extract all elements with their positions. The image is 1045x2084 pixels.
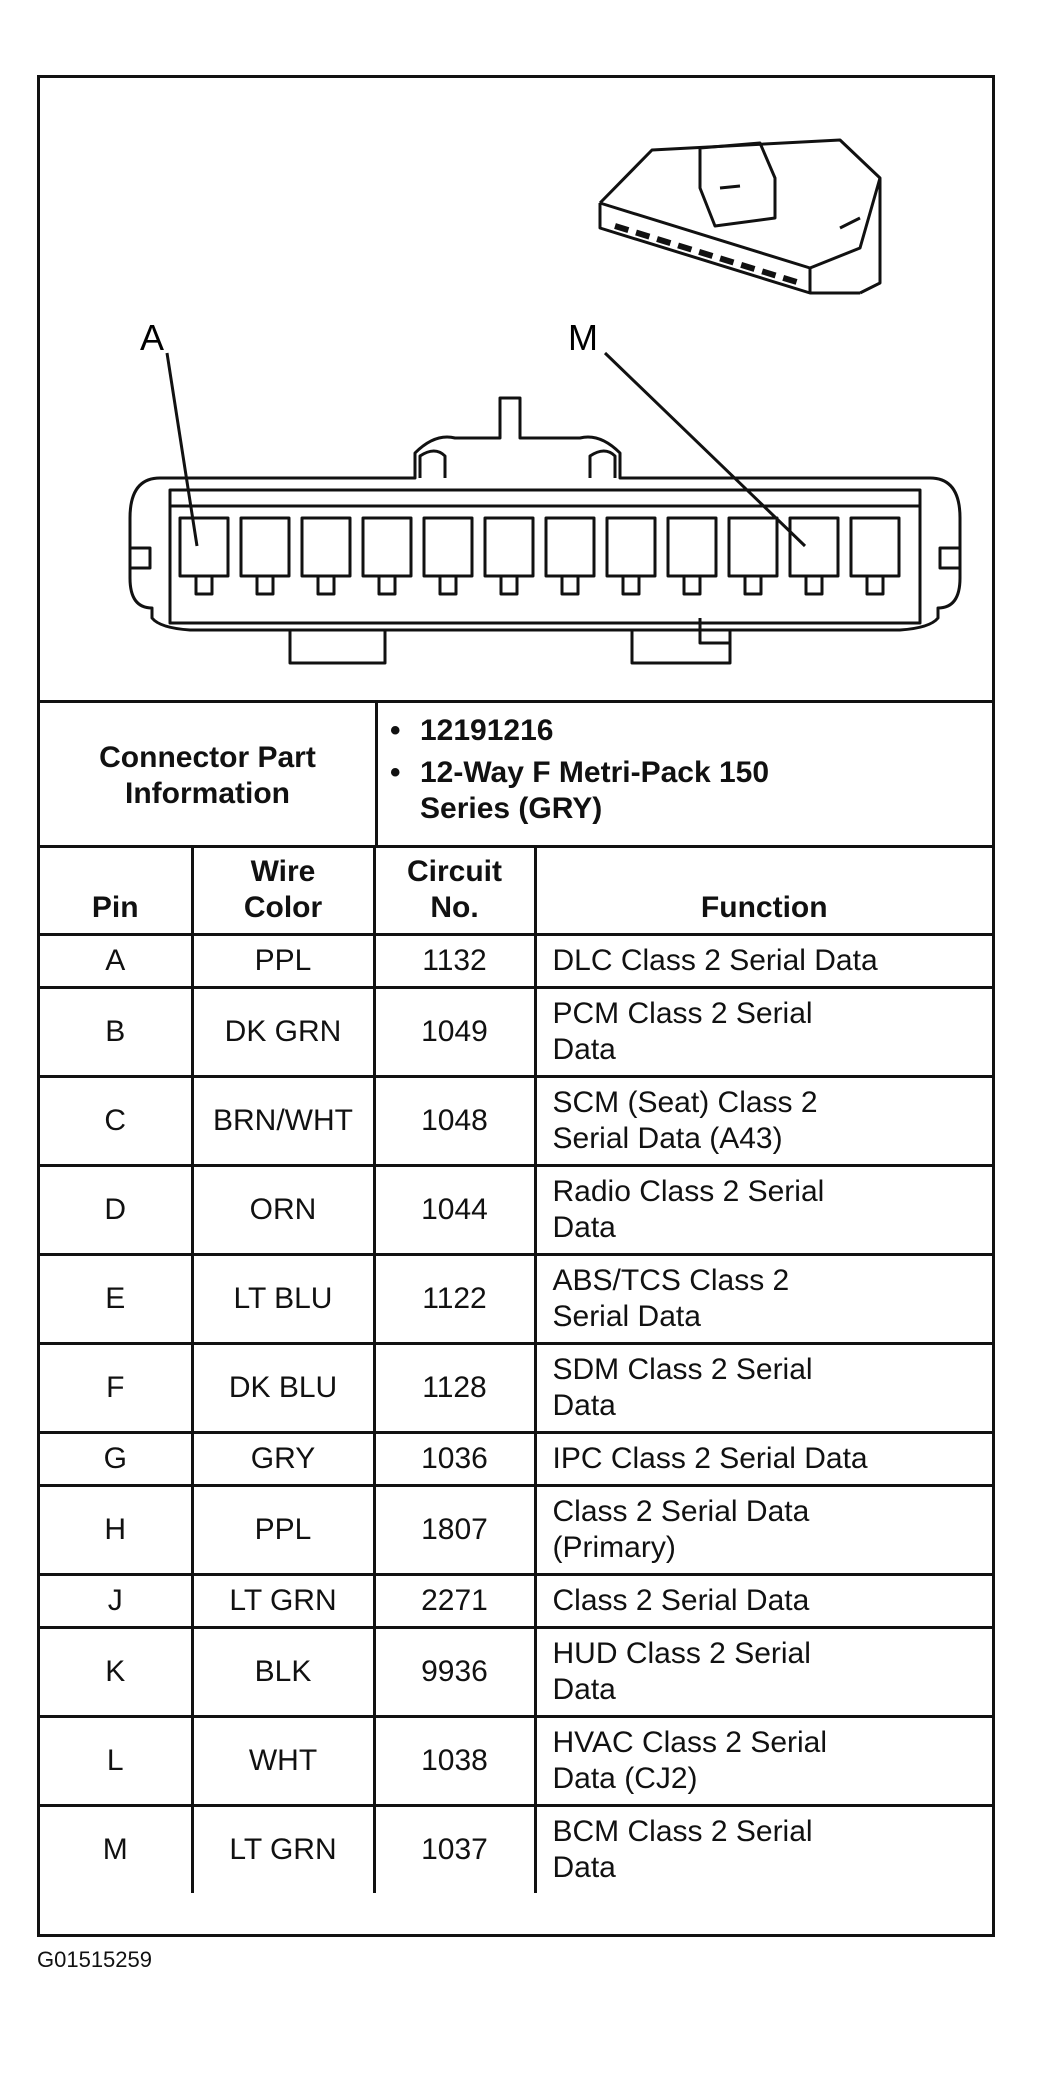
circuit-cell: 1048: [374, 1077, 535, 1166]
function-cell: DLC Class 2 Serial Data: [535, 935, 992, 988]
part-number: • 12191216: [420, 713, 992, 749]
pin-cavity: [363, 518, 411, 576]
pin-terminal: [623, 576, 639, 594]
table-row: [40, 1575, 992, 1628]
wire-color-cell: WHT: [192, 1717, 374, 1806]
pin-terminal: [562, 576, 578, 594]
wire-color-cell: LT GRN: [192, 1575, 374, 1628]
table-row: [40, 1344, 992, 1433]
pin-cell: J: [40, 1575, 192, 1628]
circuit-cell: 1044: [374, 1166, 535, 1255]
table-row: [40, 1255, 992, 1344]
pin-cavity: [851, 518, 899, 576]
wire-color-cell: LT GRN: [192, 1806, 374, 1894]
circuit-cell: 1128: [374, 1344, 535, 1433]
header-function: Function: [535, 847, 992, 935]
callout-a-label: A: [139, 317, 165, 358]
wire-color-cell: BRN/WHT: [192, 1077, 374, 1166]
circuit-cell: 9936: [374, 1628, 535, 1717]
pin-cell: A: [40, 935, 192, 988]
callout-m-label: M: [568, 317, 598, 358]
connector-diagram: [40, 78, 992, 700]
pinout-header-row: [40, 847, 992, 935]
table-row: [40, 1717, 992, 1806]
pin-cell: G: [40, 1433, 192, 1486]
header-wire-color: Wire Color: [192, 847, 374, 935]
connector-description: • 12-Way F Metri-Pack 150 Series (GRY): [420, 755, 780, 827]
pin-cell: H: [40, 1486, 192, 1575]
pin-cavity: [180, 518, 228, 576]
pin-terminal: [440, 576, 456, 594]
pin-cell: B: [40, 988, 192, 1077]
pin-cell: D: [40, 1166, 192, 1255]
function-cell: SDM Class 2 Serial Data: [535, 1344, 992, 1433]
pin-cell: E: [40, 1255, 192, 1344]
pin-cell: K: [40, 1628, 192, 1717]
function-cell: PCM Class 2 Serial Data: [535, 988, 992, 1077]
circuit-cell: 1132: [374, 935, 535, 988]
wire-color-cell: DK BLU: [192, 1344, 374, 1433]
circuit-cell: 1049: [374, 988, 535, 1077]
function-cell: Class 2 Serial Data: [535, 1575, 992, 1628]
pin-cavity: [241, 518, 289, 576]
function-cell: HUD Class 2 Serial Data: [535, 1628, 992, 1717]
pin-cavity: [607, 518, 655, 576]
pin-cavities: [180, 518, 899, 594]
pin-cavity: [668, 518, 716, 576]
pin-terminal: [867, 576, 883, 594]
circuit-cell: 1807: [374, 1486, 535, 1575]
pin-terminal: [684, 576, 700, 594]
pin-terminal: [257, 576, 273, 594]
connector-drawing: [40, 78, 992, 700]
table-row: [40, 1806, 992, 1894]
pin-terminal: [501, 576, 517, 594]
wire-color-cell: BLK: [192, 1628, 374, 1717]
connector-sheet: [37, 75, 995, 1937]
header-pin: Pin: [40, 847, 192, 935]
wire-color-cell: GRY: [192, 1433, 374, 1486]
table-row: [40, 1433, 992, 1486]
pin-terminal: [196, 576, 212, 594]
wire-color-cell: ORN: [192, 1166, 374, 1255]
pin-cavity: [546, 518, 594, 576]
table-row: [40, 1486, 992, 1575]
function-cell: ABS/TCS Class 2 Serial Data: [535, 1255, 992, 1344]
circuit-cell: 1038: [374, 1717, 535, 1806]
pin-cell: L: [40, 1717, 192, 1806]
function-cell: BCM Class 2 Serial Data: [535, 1806, 992, 1894]
connector-part-bullets: [378, 703, 992, 848]
function-cell: IPC Class 2 Serial Data: [535, 1433, 992, 1486]
pin-cavity: [729, 518, 777, 576]
connector-part-label: [40, 703, 378, 848]
function-cell: SCM (Seat) Class 2 Serial Data (A43): [535, 1077, 992, 1166]
pin-cell: M: [40, 1806, 192, 1894]
function-cell: HVAC Class 2 Serial Data (CJ2): [535, 1717, 992, 1806]
wire-color-cell: LT BLU: [192, 1255, 374, 1344]
circuit-cell: 2271: [374, 1575, 535, 1628]
pin-terminal: [806, 576, 822, 594]
table-row: [40, 1628, 992, 1717]
wire-color-cell: PPL: [192, 1486, 374, 1575]
table-row: [40, 988, 992, 1077]
table-row: [40, 935, 992, 988]
pin-terminal: [318, 576, 334, 594]
circuit-cell: 1037: [374, 1806, 535, 1894]
function-cell: Class 2 Serial Data (Primary): [535, 1486, 992, 1575]
wire-color-cell: PPL: [192, 935, 374, 988]
table-row: [40, 1077, 992, 1166]
pin-cell: F: [40, 1344, 192, 1433]
wire-color-cell: DK GRN: [192, 988, 374, 1077]
connector-part-label-text: Connector Part Information: [99, 741, 316, 810]
pinout-table: [40, 845, 992, 1893]
pin-cell: C: [40, 1077, 192, 1166]
function-cell: Radio Class 2 Serial Data: [535, 1166, 992, 1255]
connector-part-information: [40, 700, 992, 848]
connector-3d-view: [600, 140, 880, 293]
pin-terminal: [745, 576, 761, 594]
circuit-cell: 1122: [374, 1255, 535, 1344]
circuit-cell: 1036: [374, 1433, 535, 1486]
pin-cavity: [790, 518, 838, 576]
pin-cavity: [424, 518, 472, 576]
pin-cavity: [485, 518, 533, 576]
table-row: [40, 1166, 992, 1255]
figure-id: G01515259: [37, 1947, 152, 1972]
pin-terminal: [379, 576, 395, 594]
header-circuit-no: Circuit No.: [374, 847, 535, 935]
pin-cavity: [302, 518, 350, 576]
